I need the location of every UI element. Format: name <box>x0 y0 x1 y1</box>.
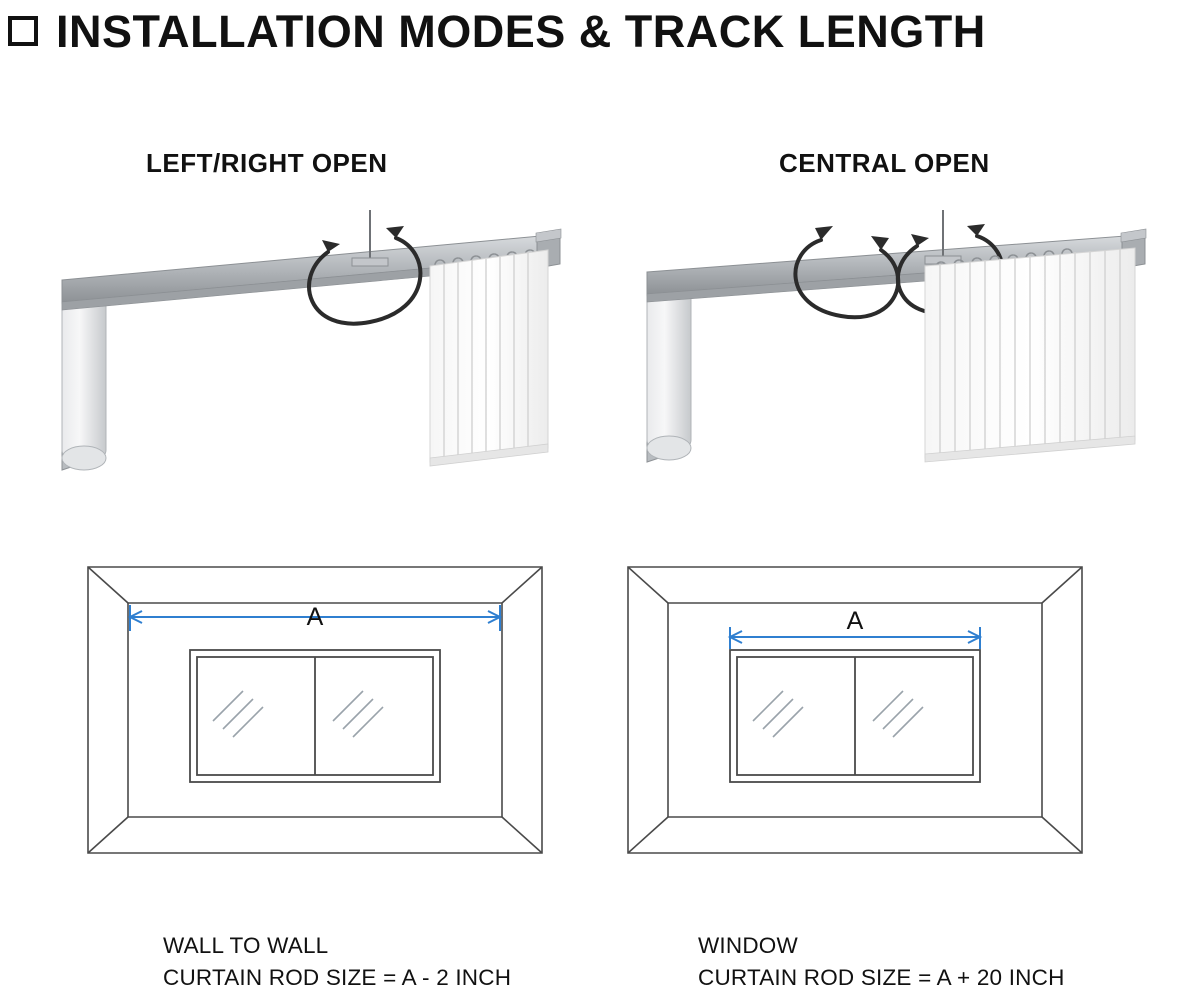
curtain-panel <box>925 248 1135 462</box>
track-illustration-left-right-open <box>40 200 570 500</box>
mode-title-left-right-open: LEFT/RIGHT OPEN <box>146 148 388 178</box>
dimension-label-a: A <box>306 603 324 631</box>
curtain-panel <box>430 250 548 466</box>
room-diagram-wall-to-wall <box>80 545 550 890</box>
page-title: INSTALLATION MODES & TRACK LENGTH <box>56 5 986 57</box>
central-open-svg <box>625 200 1155 500</box>
track-illustration-central-open <box>625 200 1155 500</box>
glass-reflection-lines <box>753 691 923 737</box>
caption-wall-to-wall-formula: CURTAIN ROD SIZE = A - 2 INCH <box>163 964 512 990</box>
caption-window <box>698 930 1065 994</box>
glass-reflection-lines <box>213 691 383 737</box>
window-frame <box>730 650 980 782</box>
left-right-open-svg <box>40 200 570 500</box>
wall-to-wall-svg <box>80 545 550 890</box>
caption-wall-to-wall-title: WALL TO WALL <box>163 933 329 958</box>
dimension-label-a: A <box>846 607 864 635</box>
room-diagram-window <box>620 545 1090 890</box>
page-header <box>0 0 1179 62</box>
mode-title-central-open: CENTRAL OPEN <box>779 148 990 178</box>
caption-window-formula: CURTAIN ROD SIZE = A + 20 INCH <box>698 964 1065 990</box>
square-bullet-icon <box>8 16 38 46</box>
window-svg <box>620 545 1090 890</box>
caption-wall-to-wall <box>163 930 511 994</box>
caption-window-title: WINDOW <box>698 933 798 958</box>
ceiling-bracket-icon <box>352 210 388 266</box>
window-frame <box>190 650 440 782</box>
ceiling-bracket-icon <box>925 210 961 264</box>
